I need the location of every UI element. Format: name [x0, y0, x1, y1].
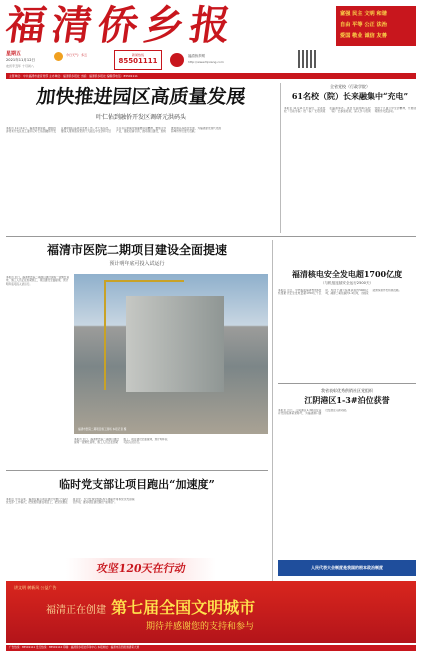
party-body: 本报讯 今年以来，福清在重点项目建设中推行“临时党支部”工作模式，把党组织建在项目上，把党员聚在项目中，充分发挥党组织战斗堡垒作用和党员先锋模范作用，推动项目建设跑出“加速度”。: [6, 498, 135, 505]
hospital-headline: 福清市医院二期项目建设全面提速: [46, 243, 227, 257]
masthead-title: 福清侨乡报: [2, 2, 240, 49]
bottom-ad: [6, 581, 416, 643]
ad-line1-b: 第七届全国文明城市: [111, 598, 256, 617]
hospital-body: 本报讯 近日，福清市医院二期项目建设现场一派繁忙景象，施工人员正在加紧施工，项目建设全面提速，预计明年底可投入试运行。: [6, 276, 70, 286]
crane-jib-shape: [104, 280, 184, 282]
nuclear-subhead: （与机组连续安全运行2500天）: [320, 281, 374, 285]
day-badge: 星期五: [6, 51, 22, 57]
party-banner: [66, 558, 216, 580]
divider-top: [280, 83, 281, 233]
blue-box-text: 人民代表大会制度是我国的根本政治制度: [311, 565, 383, 570]
top-strip-text: 主管单位：中共福清市委宣传部 主办单位：福清侨乡报社 出版：福清侨乡报社 编辑部电话：85501111: [9, 74, 138, 78]
site-url: http://www.fqxiang.com: [188, 60, 224, 64]
weather-icon: [54, 52, 63, 61]
hospital-subhead: 预计明年底可投入试运行: [109, 261, 165, 267]
banner-line-3: 爱国 敬业 诚信 友善: [340, 33, 387, 39]
banner-line-2: 自由 平等 公正 法治: [340, 22, 387, 28]
top-strip: [6, 73, 416, 79]
rule-3: [6, 470, 268, 471]
top-right-kicker: 全省党校（行政学院）: [330, 84, 370, 89]
nuclear-headline: 福清核电安全发电超1700亿度: [291, 269, 403, 279]
lead-subhead: 叶仁佑到融侨开发区调研元洪码头: [95, 114, 186, 121]
building-shape: [126, 296, 224, 392]
award-story: [278, 387, 416, 505]
top-right-headline: 61名校（院）长来融集中“充电”: [291, 91, 409, 101]
site-logo-icon: [170, 53, 184, 67]
rule-2: [278, 383, 416, 384]
top-right-body: 本报讯 11月11日至12日，全省党校（行政学院）校（院）长培训班在福清举办。来自全省的61名校（院）长参加培训，深入学习贯彻党的十九届六中全会精神，开展现场教学交流活动。: [284, 107, 416, 114]
blue-box: [278, 560, 416, 576]
top-right-story: [284, 84, 416, 234]
date-row: [6, 50, 416, 72]
award-headline: 江阴港区1-3#泊位获誉: [304, 395, 390, 405]
ad-kicker: 讲文明 树新风 公益广告: [14, 585, 57, 590]
nuclear-body: 本报讯 近日，中核集团福清核电6台机组累计安全发电量超1700亿千瓦时，相当于减少标煤消耗约5400万吨，减排二氧化碳约1.4亿吨，为国家能源保供作出积极贡献。: [278, 289, 402, 296]
award-kicker: 我省表彰优秀供销社区党组织: [321, 388, 373, 393]
banner-line-1: 富强 民主 文明 和谐: [340, 11, 387, 17]
hotline-label: 新闻热线: [131, 53, 144, 57]
hospital-photo: [74, 274, 268, 434]
hotline-number: 85501111: [118, 57, 158, 65]
party-headline: 临时党支部让项目跑出“加速度”: [59, 478, 215, 491]
hotline-box: [114, 50, 162, 70]
party-banner-text: 攻坚120天在行动: [95, 562, 187, 575]
right-banner: [336, 6, 416, 46]
hospital-body-2: 本报讯 近日，福清市医院二期项目建设现场一派繁忙景象，施工人员正在加紧施工，项目建设全面提速，预计明年底可投入试运行。: [74, 438, 168, 445]
photo-caption: 福清市医院二期项目施工现场 本报记者 摄: [78, 428, 127, 431]
nuclear-story: [278, 268, 416, 378]
weather-label: 今日天气：多云: [66, 53, 88, 57]
footer: [6, 645, 416, 651]
lunar-date: 农历辛丑年 十月初八: [6, 64, 34, 68]
qr-code-icon: [298, 50, 316, 68]
lead-headline: 加快推进园区高质量发展: [35, 86, 247, 108]
issue-date: 2021年11月12日: [6, 58, 36, 62]
divider-mid: [272, 240, 273, 620]
site-label: 福清侨乡网: [188, 54, 205, 58]
masthead: [2, 2, 416, 49]
rule-1: [6, 236, 416, 237]
crane-shape: [104, 280, 106, 390]
footer-text: 广告热线：85501111 发行热线：85501112 印刷：福清侨乡报社印务中心 本报地址：福清市音西街道清荣大道: [9, 646, 140, 649]
ad-line1: [46, 595, 386, 615]
award-body: 本报讯 近日，江阴港区1-3#泊位获评先进集体荣誉称号，为福清港口建设发展注入新动能。: [278, 409, 349, 416]
lead-story: [6, 83, 276, 233]
ad-line2: 期待并感谢您的支持和参与: [146, 622, 255, 632]
ad-line1-a: 福清正在创建: [46, 605, 106, 616]
lead-body: 本报讯 11月11日，福清市委常委、融侨经济技术开发区党工委书记叶仁佑到融侨开发区调研园区高质量发展工作。叶仁佑指出，要深入贯彻落实党的十九届五中全会和习近平总书记来闽考察重要讲话精神，聚焦主导产业，强化招商引资，推动项目建设，加快推进园区高质量发展，为福清建设现代化国际城市作出更大贡献。: [6, 127, 221, 134]
